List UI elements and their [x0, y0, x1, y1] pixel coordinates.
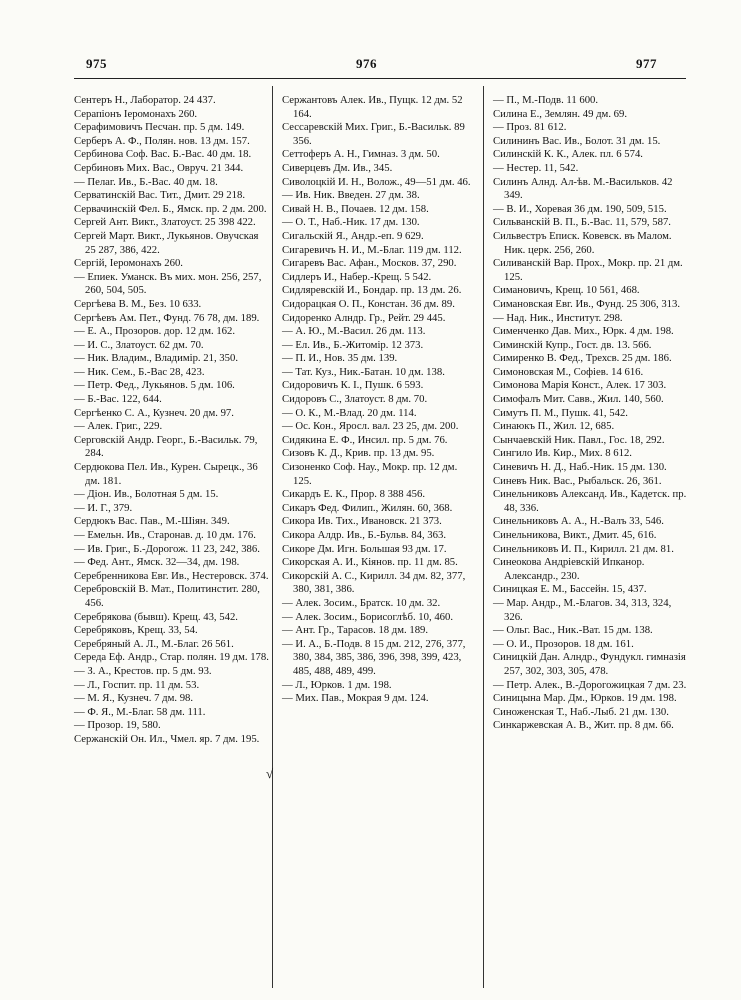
- directory-entry: Сикаръ Фед. Филип., Жилян. 60, 368.: [282, 501, 453, 514]
- directory-entry: — О. К., М.-Влад. 20 дм. 114.: [282, 406, 417, 419]
- directory-entry: — Ник. Сем., Б.-Вас 28, 423.: [74, 365, 205, 378]
- directory-entry: Симутъ П. М., Пушк. 41, 542.: [493, 406, 628, 419]
- page-number-center: 976: [356, 56, 377, 71]
- directory-entry: Силина Е., Землян. 49 дм. 69.: [493, 107, 628, 120]
- directory-entry: Серебрякова (бывш). Крещ. 43, 542.: [74, 610, 238, 623]
- column-1: [74, 94, 270, 747]
- directory-entry: Сигальскій Я., Андр.-еп. 9 629.: [282, 229, 424, 242]
- directory-entry: — Тат. Куз., Ник.-Батан. 10 дм. 138.: [282, 365, 445, 378]
- directory-entry: Сержанскій Он. Ил., Чмел. яр. 7 дм. 195.: [74, 732, 260, 745]
- directory-entry: — Епиек. Уманск. Въ мих. мон. 256, 257, 260, 504, 505.: [74, 270, 262, 297]
- directory-entry: Силиванскій Вар. Прох., Мокр. пр. 21 дм. 125.: [493, 257, 683, 283]
- directory-entry: Силинскій К. К., Алек. пл. 6 574.: [493, 148, 643, 161]
- directory-entry: Сердюкъ Вас. Пав., М.-Шіян. 349.: [74, 515, 230, 528]
- directory-entry: Серебряковъ, Крещ. 33, 54.: [74, 624, 198, 637]
- directory-entry: — Ф. Я., М.-Благ. 58 дм. 111.: [74, 705, 206, 718]
- directory-entry: Симонова Марія Конст., Алек. 17 303.: [493, 379, 667, 392]
- directory-entry: — Мих. Пав., Мокрая 9 дм. 124.: [282, 692, 429, 705]
- directory-entry: Сидлеръ И., Набер.-Крещ. 5 542.: [282, 270, 432, 283]
- directory-entry: Сивай Н. В., Почаев. 12 дм. 158.: [282, 202, 429, 215]
- directory-entry: — Ольг. Вас., Ник.-Ват. 15 дм. 138.: [493, 624, 653, 637]
- directory-entry: — Ник. Владим., Владимір. 21, 350.: [74, 352, 238, 365]
- directory-entry: Синельниковъ А. А., Н.-Валъ 33, 546.: [493, 515, 664, 528]
- directory-entry: Сержантовъ Алек. Ив., Пущк. 12 дм. 52 164.: [282, 94, 463, 120]
- directory-entry: Симофалъ Мит. Савв., Жил. 140, 560.: [493, 393, 664, 406]
- directory-entry: Серберъ А. Ф., Полян. нов. 13 дм. 157.: [74, 134, 250, 147]
- directory-entry: Сербинова Соф. Вас. Б.-Вас. 40 дм. 18.: [74, 148, 252, 161]
- directory-entry: Серватинскій Вас. Тит., Дмит. 29 218.: [74, 189, 245, 202]
- directory-entry: Синельникова, Викт., Дмит. 45, 616.: [493, 529, 657, 541]
- directory-entry: Сидоровъ С., Златоуст. 8 дм. 70.: [282, 393, 428, 406]
- directory-entry: Синаюкъ П., Жил. 12, 685.: [493, 420, 615, 433]
- directory-entry: Сентеръ Н., Лаборатор. 24 437.: [74, 94, 216, 106]
- directory-entry: — Ел. Ив., Б.-Житомір. 12 373.: [282, 338, 424, 351]
- directory-entry: Синицкая Е. М., Бассейн. 15, 437.: [493, 583, 647, 596]
- directory-entry: Синицкій Дан. Алндр., Фундукл. гимназія 257, 302, 303, 305, 478.: [493, 651, 686, 677]
- directory-entry: Синельниковъ И. П., Кирилл. 21 дм. 81.: [493, 542, 674, 555]
- directory-entry: — В. И., Хоревая 36 дм. 190, 509, 515.: [493, 202, 667, 215]
- column-3: [493, 94, 689, 733]
- directory-entry: Сингило Ив. Кир., Мих. 8 612.: [493, 447, 632, 460]
- directory-entry: — А. Ю., М.-Васил. 26 дм. 113.: [282, 325, 426, 338]
- page-number-left: 975: [86, 56, 107, 71]
- directory-entry: — Мар. Андр., М.-Благов. 34, 313, 324, 326.: [493, 596, 672, 623]
- directory-entry: Сизоненко Соф. Нау., Мокр. пр. 12 дм. 125.: [282, 461, 458, 487]
- directory-entry: Синеокова Андріевскій Ипканор. Александр., 230.: [493, 556, 645, 582]
- column-divider-2: [483, 86, 484, 988]
- directory-entry: Серапіонъ Іеромонахъ 260.: [74, 107, 198, 120]
- directory-entry: Сидоровичъ К. І., Пушк. 6 593.: [282, 379, 424, 392]
- directory-entry: — О. И., Прозоров. 18 дм. 161.: [493, 637, 634, 650]
- directory-entry: Сигаревичъ Н. И., М.-Благ. 119 дм. 112.: [282, 243, 462, 256]
- directory-entry: Сикора Алдр. Ив., Б.-Бульв. 84, 363.: [282, 529, 447, 541]
- directory-entry: — Прозор. 19, 580.: [74, 719, 161, 732]
- directory-entry: Серебряный А. Л., М.-Благ. 26 561.: [74, 637, 234, 650]
- directory-entry: — Емельн. Ив., Старонав. д. 10 дм. 176.: [74, 529, 256, 541]
- directory-entry: Сергѣева В. М., Без. 10 633.: [74, 297, 202, 310]
- directory-entry: — Л., Юрков. 1 дм. 198.: [282, 678, 392, 691]
- directory-entry: — И. С., Златоуст. 62 дм. 70.: [74, 338, 204, 351]
- directory-entry: Сеттоферъ А. Н., Гимназ. 3 дм. 50.: [282, 148, 440, 161]
- directory-entry: Сизовъ К. Д., Крив. пр. 13 дм. 95.: [282, 447, 435, 460]
- directory-entry: Сикардъ Е. К., Прор. 8 388 456.: [282, 488, 425, 501]
- directory-entry: — Фед. Ант., Ямск. 32—34, дм. 198.: [74, 556, 240, 569]
- directory-entry: Серафимовичъ Песчан. пр. 5 дм. 149.: [74, 121, 245, 134]
- directory-entry: Сиволоцкій И. Н., Волож., 49—51 дм. 46.: [282, 175, 471, 188]
- directory-entry: — Л., Госпит. пр. 11 дм. 53.: [74, 678, 200, 691]
- directory-entry: Сикорскій А. С., Кирилл. 34 дм. 82, 377, 380, 381, 386.: [282, 569, 466, 596]
- directory-entry: Сербиновъ Мих. Вас., Овруч. 21 344.: [74, 161, 244, 174]
- directory-entry: Сименченко Дав. Мих., Юрк. 4 дм. 198.: [493, 325, 674, 338]
- directory-entry: Сидляревскій И., Бондар. пр. 13 дм. 26.: [282, 284, 462, 297]
- directory-entry: Сергѣевъ Ам. Пет., Фунд. 76 78, дм. 189.: [74, 311, 260, 324]
- column-2: [282, 94, 478, 706]
- handwritten-check-mark: √: [266, 766, 274, 781]
- directory-entry: — Ос. Кон., Яросл. вал. 23 25, дм. 200.: [282, 420, 459, 433]
- directory-entry: — Ив. Ник. Введен. 27 дм. 38.: [282, 189, 420, 202]
- directory-entry: — З. А., Крестов. пр. 5 дм. 93.: [74, 664, 212, 677]
- directory-entry: — Ант. Гр., Тарасов. 18 дм. 189.: [282, 624, 429, 637]
- directory-entry: Сидоренко Алндр. Гр., Рейт. 29 445.: [282, 311, 446, 324]
- directory-entry: Сиверцевъ Дм. Ив., 345.: [282, 161, 393, 174]
- directory-entry: Сигаревъ Вас. Афан., Москов. 37, 290.: [282, 257, 457, 270]
- directory-entry: — Петр. Алек., В.-Дорогожицкая 7 дм. 23.: [493, 678, 687, 691]
- directory-entry: Сессаревскій Мих. Григ., Б.-Васильк. 89 356.: [282, 121, 465, 147]
- directory-entry: — Б.-Вас. 122, 644.: [74, 393, 162, 406]
- directory-entry: — Пелаг. Ив., Б.-Вас. 40 дм. 18.: [74, 175, 218, 188]
- directory-entry: Симановская Евг. Ив., Фунд. 25 306, 313.: [493, 297, 681, 310]
- directory-entry: Синоженская Т., Наб.-Лыб. 21 дм. 130.: [493, 705, 669, 718]
- directory-entry: Сильвестръ Еписк. Ковевск. въ Малом. Ник. церк. 256, 260.: [493, 229, 672, 256]
- directory-entry: Сикорская А. И., Кіянов. пр. 11 дм. 85.: [282, 556, 458, 569]
- directory-entry: Серебренникова Евг. Ив., Нестеровск. 374.: [74, 569, 269, 582]
- directory-entry: — Над. Ник., Институт. 298.: [493, 311, 623, 324]
- directory-entry: Синкаржевская А. В., Жит. пр. 8 дм. 66.: [493, 719, 674, 732]
- directory-entry: — М. Я., Кузнеч. 7 дм. 98.: [74, 692, 194, 705]
- directory-entry: Силининъ Вас. Ив., Болот. 31 дм. 15.: [493, 134, 661, 147]
- directory-entry: Синевъ Ник. Вас., Рыбальск. 26, 361.: [493, 474, 662, 487]
- directory-entry: — И. А., Б.-Подв. 8 15 дм. 212, 276, 377, 380, 384, 385, 386, 396, 398, 399, 423, 485, 488, 489, 499.: [282, 637, 466, 677]
- directory-entry: Силинъ Алнд. Ал-ѣв. М.-Васильков. 42 349.: [493, 175, 673, 202]
- directory-entry: — Проз. 81 612.: [493, 121, 567, 134]
- directory-entry: Сикоре Дм. Игн. Большая 93 дм. 17.: [282, 542, 447, 555]
- directory-entry: — П. И., Нов. 35 дм. 139.: [282, 352, 398, 365]
- directory-entry: Сервачинскій Фел. Б., Ямск. пр. 2 дм. 200.: [74, 202, 267, 215]
- directory-entry: — Ив. Григ., Б.-Дорогож. 11 23, 242, 386.: [74, 542, 260, 555]
- directory-entry: — О. Т., Наб.-Ник. 17 дм. 130.: [282, 216, 420, 229]
- directory-entry: — Діон. Ив., Болотная 5 дм. 15.: [74, 488, 219, 501]
- page-number-right: 977: [636, 56, 657, 71]
- directory-entry: — П., М.-Подв. 11 600.: [493, 94, 599, 106]
- directory-entry: Симиренко В. Фед., Трехсв. 25 дм. 186.: [493, 352, 672, 365]
- directory-entry: Сидякина Е. Ф., Инсил. пр. 5 дм. 76.: [282, 433, 448, 446]
- directory-entry: Сергій, Іеромонахъ 260.: [74, 257, 183, 270]
- directory-entry: Синевичъ Н. Д., Наб.-Ник. 15 дм. 130.: [493, 461, 667, 474]
- directory-entry: — Е. А., Прозоров. дор. 12 дм. 162.: [74, 325, 236, 338]
- directory-entry: Симоновская М., Софіев. 14 616.: [493, 365, 644, 378]
- directory-entry: Синицына Мар. Дм., Юрков. 19 дм. 198.: [493, 692, 677, 705]
- directory-entry: Сергей Март. Викт., Лукьянов. Овучская 25 287, 386, 422.: [74, 229, 259, 256]
- directory-entry: Сильванскій В. П., Б.-Вас. 11, 579, 587.: [493, 216, 671, 229]
- directory-entry: — И. Г., 379.: [74, 501, 133, 514]
- directory-entry: Сикора Ив. Тих., Ивановск. 21 373.: [282, 515, 442, 528]
- directory-entry: Сердюкова Пел. Ив., Курен. Сырецк., 36 дм. 181.: [74, 461, 258, 487]
- directory-entry: — Алек. Григ., 229.: [74, 420, 163, 433]
- directory-entry: Серебровскій В. Мат., Политинстит. 280, 456.: [74, 583, 260, 609]
- directory-entry: Симановичъ, Крещ. 10 561, 468.: [493, 284, 640, 297]
- directory-entry: Сергѣенко С. А., Кузнеч. 20 дм. 97.: [74, 406, 234, 419]
- directory-entry: Симинскій Купр., Гост. дв. 13. 566.: [493, 338, 652, 351]
- directory-entry: Серговскій Андр. Георг., Б.-Васильк. 79, 284.: [74, 433, 258, 460]
- directory-entry: — Нестер. 11, 542.: [493, 161, 579, 174]
- column-divider-1: [272, 86, 273, 988]
- directory-entry: — Алек. Зосим., Борисоглѣб. 10, 460.: [282, 610, 454, 623]
- directory-entry: Сергей Ант. Викт., Златоуст. 25 398 422.: [74, 216, 256, 229]
- directory-entry: — Петр. Фед., Лукьянов. 5 дм. 106.: [74, 379, 235, 392]
- directory-entry: Синельниковъ Александ. Ив., Кадетск. пр. 48, 336.: [493, 488, 687, 514]
- directory-entry: — Алек. Зосим., Братск. 10 дм. 32.: [282, 596, 441, 609]
- header-rule: [74, 78, 686, 79]
- directory-entry: Середа Еф. Андр., Стар. полян. 19 дм. 178.: [74, 651, 269, 664]
- directory-entry: Сидорацкая О. П., Констан. 36 дм. 89.: [282, 297, 455, 310]
- directory-entry: Сынчаевскій Ник. Павл., Гос. 18, 292.: [493, 433, 665, 446]
